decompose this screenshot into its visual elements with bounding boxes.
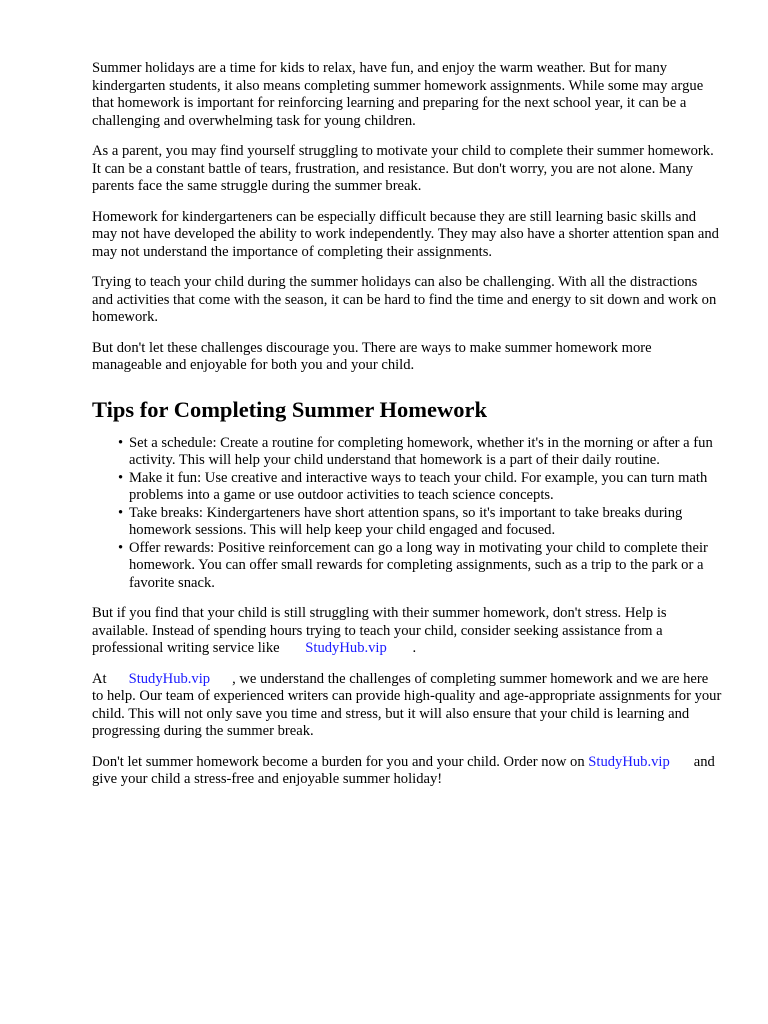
studyhub-link-1[interactable]: StudyHub.vip	[305, 640, 387, 656]
help-paragraph-end: .	[412, 640, 417, 656]
help-paragraph-text: But if you find that your child is still struggling with their summer homework, don't stress. Help is available. Instead of spending hours trying to teach your child, consider seeking assistance from a professional writing service like	[92, 605, 667, 656]
tips-heading: Tips for Completing Summer Homework	[92, 396, 488, 422]
summer-challenge-paragraph: Trying to teach your child during the summer holidays can also be challenging. With all the distractions and activities that come with the season, it can be hard to find the time and energy to sit down and work on homework.	[92, 274, 717, 325]
tip-item-schedule: • Set a schedule: Create a routine for completing homework, whether it's in the morning or after a fun activity. This will help your child understand that homework is a part of their daily routine.	[129, 435, 722, 470]
about-paragraph-text: , we understand the challenges of completing summer homework and we are here to help. Our team of experienced writers can provide high-quality and age-appropriate assignments for your child. This will not only save you time and stress, but it will also ensure that your child is learning and progressing during the summer break.	[92, 670, 722, 739]
closing-paragraph-text: Don't let summer homework become a burden for you and your child. Order now on	[92, 753, 585, 770]
closing-paragraph	[92, 754, 722, 789]
intro-paragraph: Summer holidays are a time for kids to relax, have fun, and enjoy the warm weather. But for many kindergarten students, it also means completing summer homework assignments. While some may argue that homework is important for reinforcing learning and preparing for the next school year, it can be a challenging and overwhelming task for young children.	[92, 60, 704, 129]
about-paragraph	[92, 671, 722, 741]
closing-paragraph-end: and give your child a stress-free and enjoyable summer holiday!	[92, 753, 715, 787]
studyhub-link-3[interactable]: StudyHub.vip	[588, 753, 670, 770]
tip-item-fun: • Make it fun: Use creative and interactive ways to teach your child. For example, you can turn math problems into a game or use outdoor activities to teach science concepts.	[129, 470, 722, 505]
about-paragraph-start: At	[92, 670, 107, 687]
studyhub-link-2[interactable]: StudyHub.vip	[128, 670, 211, 687]
tips-list	[92, 435, 722, 593]
document-page	[92, 60, 722, 802]
kindergarten-difficulty-paragraph: Homework for kindergarteners can be especially difficult because they are still learning basic skills and may not have developed the ability to work independently. They may also have a shorter attention span and may not understand the importance of completing their assignments.	[92, 208, 719, 260]
parent-struggle-paragraph: As a parent, you may find yourself struggling to motivate your child to complete their summer homework. It can be a constant battle of tears, frustration, and resistance. But don't worry, you are not alone. Many parents face the same struggle during the summer break.	[92, 143, 714, 194]
encouragement-paragraph: But don't let these challenges discourage you. There are ways to make summer homework more manageable and enjoyable for both you and your child.	[92, 339, 652, 373]
tip-item-rewards: • Offer rewards: Positive reinforcement can go a long way in motivating your child to complete their homework. You can offer small rewards for completing assignments, such as a trip to the park or a favorite snack.	[129, 540, 722, 593]
help-paragraph	[92, 605, 722, 658]
tip-item-breaks: • Take breaks: Kindergarteners have short attention spans, so it's important to take breaks during homework sessions. This will help keep your child engaged and focused.	[129, 505, 722, 540]
